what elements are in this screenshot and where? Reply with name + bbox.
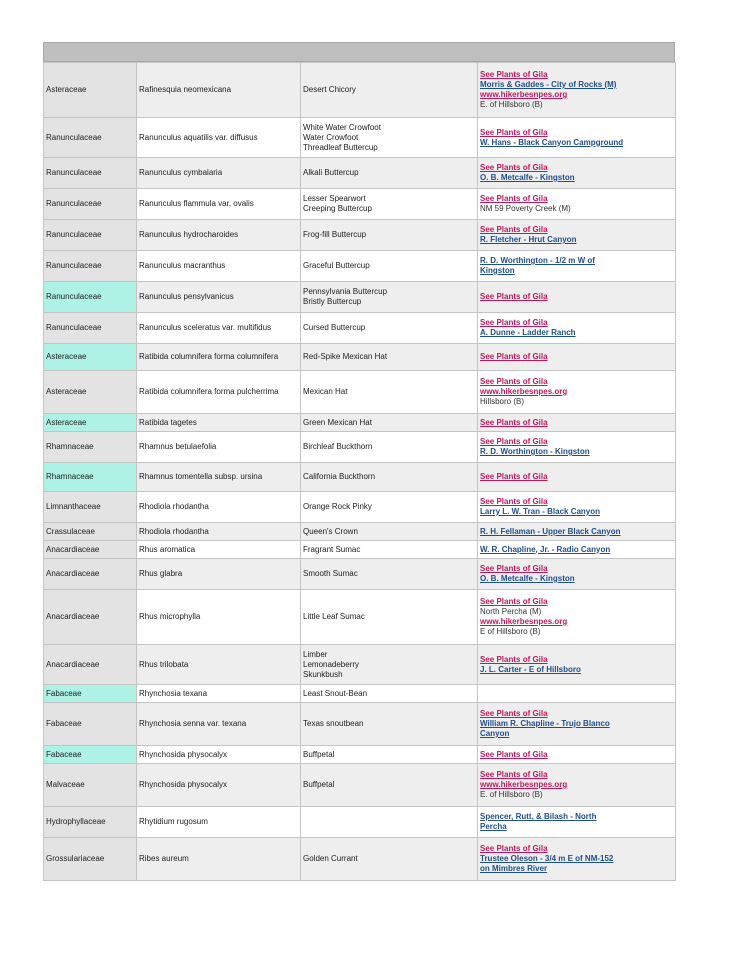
common-name-cell: [301, 414, 478, 432]
common-name-cell: [301, 251, 478, 282]
table-row: [44, 703, 676, 746]
scientific-name-cell: Ranunculus aquatilis var. diffusus: [137, 118, 301, 158]
common-name: Bristly Buttercup: [303, 297, 362, 306]
reference-cell: [478, 590, 676, 645]
common-name: Mexican Hat: [303, 387, 348, 396]
scientific-name-cell: Rhodiola rhodantha: [137, 523, 301, 541]
table-row: [44, 463, 676, 492]
common-name-cell: [301, 63, 478, 118]
family-cell: Limnanthaceae: [44, 492, 137, 523]
family-cell: Rhamnaceae: [44, 463, 137, 492]
table-row: [44, 63, 676, 118]
reference-link[interactable]: See Plants of Gila: [480, 597, 548, 606]
scientific-name-cell: Rhus microphylla: [137, 590, 301, 645]
common-name: Red-Spike Mexican Hat: [303, 352, 388, 361]
common-name-cell: [301, 463, 478, 492]
family-cell: Ranunculaceae: [44, 220, 137, 251]
reference-cell: [478, 559, 676, 590]
reference-note: E. of Hillsboro (B): [480, 100, 543, 109]
reference-link[interactable]: See Plants of Gila: [480, 437, 548, 446]
family-cell: Malvaceae: [44, 764, 137, 807]
common-name-cell: [301, 590, 478, 645]
reference-cell: [478, 158, 676, 189]
table-row: [44, 523, 676, 541]
reference-cell: [478, 746, 676, 764]
family-cell: Anacardiaceae: [44, 645, 137, 685]
common-name-cell: [301, 158, 478, 189]
reference-link[interactable]: O. B. Metcalfe - Kingston: [480, 173, 575, 182]
table-row: [44, 158, 676, 189]
reference-cell: [478, 414, 676, 432]
scientific-name-cell: Ranunculus cymbalaria: [137, 158, 301, 189]
family-cell: Asteraceae: [44, 344, 137, 371]
family-cell: Crassulaceae: [44, 523, 137, 541]
reference-note: E of Hillsboro (B): [480, 627, 541, 636]
family-cell: Ranunculaceae: [44, 251, 137, 282]
reference-cell: [478, 838, 676, 881]
family-cell: Fabaceae: [44, 703, 137, 746]
family-cell: Anacardiaceae: [44, 559, 137, 590]
scientific-name-cell: Ranunculus macranthus: [137, 251, 301, 282]
reference-link[interactable]: See Plants of Gila: [480, 292, 548, 301]
common-name-cell: [301, 371, 478, 414]
reference-cell: [478, 807, 676, 838]
common-name-cell: [301, 220, 478, 251]
table-row: [44, 807, 676, 838]
reference-link[interactable]: Morris & Gaddes - City of Rocks (M): [480, 80, 617, 89]
common-name-cell: [301, 313, 478, 344]
family-cell: Anacardiaceae: [44, 590, 137, 645]
reference-link[interactable]: W. Hans - Black Canyon Campground: [480, 137, 624, 147]
reference-link[interactable]: See Plants of Gila: [480, 417, 548, 427]
reference-link[interactable]: Percha: [480, 822, 507, 831]
common-name-cell: [301, 838, 478, 881]
common-name-cell: [301, 645, 478, 685]
common-name: Limber: [303, 649, 328, 659]
reference-link[interactable]: R. H. Fellaman - Upper Black Canyon: [480, 526, 621, 536]
reference-cell: [478, 118, 676, 158]
common-name: Threadleaf Buttercup: [303, 142, 378, 152]
plant-list-sheet: [43, 42, 675, 881]
reference-link[interactable]: See Plants of Gila: [480, 564, 548, 573]
common-name: Skunkbush: [303, 669, 343, 679]
table-row: [44, 432, 676, 463]
reference-cell: [478, 220, 676, 251]
family-cell: Ranunculaceae: [44, 158, 137, 189]
reference-link[interactable]: See Plants of Gila: [480, 844, 548, 853]
common-name-cell: [301, 282, 478, 313]
reference-link[interactable]: Larry L. W. Tran - Black Canyon: [480, 507, 601, 516]
common-name: Buffpetal: [303, 749, 335, 759]
family-cell: Fabaceae: [44, 746, 137, 764]
table-row: [44, 746, 676, 764]
scientific-name-cell: Rhynchosida physocalyx: [137, 764, 301, 807]
common-name-cell: [301, 559, 478, 590]
reference-note: North Percha (M): [480, 607, 542, 616]
reference-cell: [478, 251, 676, 282]
common-name: Pennsylvania Buttercup: [303, 287, 388, 296]
table-row: [44, 492, 676, 523]
reference-link[interactable]: www.hikerbesnpes.org: [480, 90, 568, 99]
family-cell: Grossulariaceae: [44, 838, 137, 881]
reference-link[interactable]: See Plants of Gila: [480, 127, 548, 137]
reference-cell: [478, 313, 676, 344]
reference-link[interactable]: www.hikerbesnpes.org: [480, 780, 568, 789]
scientific-name-cell: Rhus aromatica: [137, 541, 301, 559]
common-name: Lemonadeberry: [303, 659, 360, 669]
reference-note: E. of Hillsboro (B): [480, 790, 543, 799]
scientific-name-cell: Ribes aureum: [137, 838, 301, 881]
reference-note: Hillsboro (B): [480, 397, 525, 406]
table-row: [44, 313, 676, 344]
family-cell: Ranunculaceae: [44, 313, 137, 344]
table-row: [44, 118, 676, 158]
table-row: [44, 541, 676, 559]
common-name-cell: [301, 118, 478, 158]
common-name: Texas snoutbean: [303, 719, 364, 728]
scientific-name-cell: Rhynchosia texana: [137, 685, 301, 703]
plant-table-body: [44, 63, 676, 881]
reference-link[interactable]: See Plants of Gila: [480, 318, 548, 327]
reference-link[interactable]: William R. Chapline - Trujo Blanco: [480, 719, 610, 728]
reference-link[interactable]: A. Dunne - Ladder Ranch: [480, 328, 576, 337]
reference-link[interactable]: See Plants of Gila: [480, 472, 548, 481]
scientific-name-cell: Rhus trilobata: [137, 645, 301, 685]
family-cell: Asteraceae: [44, 371, 137, 414]
scientific-name-cell: Ranunculus flammula var. ovalis: [137, 189, 301, 220]
scientific-name-cell: Ratibida tagetes: [137, 414, 301, 432]
family-cell: Ranunculaceae: [44, 189, 137, 220]
family-cell: Ranunculaceae: [44, 118, 137, 158]
table-row: [44, 220, 676, 251]
common-name-cell: [301, 764, 478, 807]
common-name-cell: [301, 703, 478, 746]
reference-cell: [478, 432, 676, 463]
scientific-name-cell: Rhynchosia senna var. texana: [137, 703, 301, 746]
reference-cell: [478, 764, 676, 807]
reference-cell: [478, 189, 676, 220]
common-name: Fragrant Sumac: [303, 544, 361, 554]
scientific-name-cell: Ranunculus hydrocharoides: [137, 220, 301, 251]
table-row: [44, 685, 676, 703]
table-row: [44, 559, 676, 590]
table-row: [44, 414, 676, 432]
reference-cell: [478, 344, 676, 371]
reference-link[interactable]: See Plants of Gila: [480, 225, 548, 234]
common-name: Cursed Buttercup: [303, 323, 366, 332]
scientific-name-cell: Rhytidium rugosum: [137, 807, 301, 838]
reference-link[interactable]: See Plants of Gila: [480, 749, 548, 759]
family-cell: Fabaceae: [44, 685, 137, 703]
reference-link[interactable]: www.hikerbesnpes.org: [480, 387, 568, 396]
common-name: Graceful Buttercup: [303, 261, 370, 270]
reference-link[interactable]: J. L. Carter - E of Hillsboro: [480, 664, 581, 674]
family-cell: Hydrophyllaceae: [44, 807, 137, 838]
scientific-name-cell: Rhynchosida physocalyx: [137, 746, 301, 764]
reference-cell: [478, 523, 676, 541]
common-name-cell: [301, 807, 478, 838]
family-cell: Rhamnaceae: [44, 432, 137, 463]
scientific-name-cell: Ranunculus pensylvanicus: [137, 282, 301, 313]
scientific-name-cell: Rhodiola rhodantha: [137, 492, 301, 523]
reference-cell: [478, 492, 676, 523]
common-name: California Buckthorn: [303, 472, 376, 481]
common-name: Green Mexican Hat: [303, 417, 372, 427]
reference-cell: [478, 371, 676, 414]
reference-link[interactable]: See Plants of Gila: [480, 709, 548, 718]
family-cell: Anacardiaceae: [44, 541, 137, 559]
reference-note: NM 59 Poverty Creek (M): [480, 204, 571, 213]
table-row: [44, 282, 676, 313]
reference-cell: [478, 282, 676, 313]
common-name: Desert Chicory: [303, 85, 356, 94]
common-name: Golden Currant: [303, 854, 358, 863]
common-name: Smooth Sumac: [303, 569, 358, 578]
table-row: [44, 764, 676, 807]
common-name: Orange Rock Pinky: [303, 502, 372, 511]
common-name: Least Snout-Bean: [303, 688, 368, 698]
reference-link[interactable]: See Plants of Gila: [480, 770, 548, 779]
common-name: White Water Crowfoot: [303, 122, 381, 132]
table-header-bar: [43, 42, 675, 62]
scientific-name-cell: Rafinesquia neomexicana: [137, 63, 301, 118]
reference-cell: [478, 63, 676, 118]
reference-cell: [478, 645, 676, 685]
reference-link[interactable]: Trustee Oleson - 3/4 m E of NM-152: [480, 854, 614, 863]
reference-link[interactable]: Kingston: [480, 266, 515, 275]
table-row: [44, 645, 676, 685]
common-name-cell: [301, 432, 478, 463]
table-row: [44, 838, 676, 881]
common-name-cell: [301, 523, 478, 541]
common-name-cell: [301, 541, 478, 559]
reference-cell: [478, 541, 676, 559]
common-name: Frog-fill Buttercup: [303, 230, 367, 239]
reference-link[interactable]: Spencer, Rutt, & Bilash - North: [480, 812, 597, 821]
family-cell: Ranunculaceae: [44, 282, 137, 313]
scientific-name-cell: Rhus glabra: [137, 559, 301, 590]
scientific-name-cell: Ratibida columnifera forma columnifera: [137, 344, 301, 371]
common-name: Queen's Crown: [303, 526, 358, 536]
common-name: Birchleaf Buckthorn: [303, 442, 373, 451]
table-row: [44, 590, 676, 645]
reference-cell: [478, 703, 676, 746]
reference-link[interactable]: See Plants of Gila: [480, 194, 548, 203]
scientific-name-cell: Rhamnus betulaefolia: [137, 432, 301, 463]
scientific-name-cell: Rhamnus tomentella subsp. ursina: [137, 463, 301, 492]
reference-link[interactable]: R. Fletcher - Hrut Canyon: [480, 235, 577, 244]
reference-link[interactable]: Canyon: [480, 729, 510, 738]
common-name: Lesser Spearwort: [303, 194, 366, 203]
scientific-name-cell: Ratibida columnifera forma pulcherrima: [137, 371, 301, 414]
reference-link[interactable]: R. D. Worthington - Kingston: [480, 447, 590, 456]
table-row: [44, 371, 676, 414]
table-row: [44, 189, 676, 220]
common-name: Water Crowfoot: [303, 132, 359, 142]
family-cell: Asteraceae: [44, 414, 137, 432]
reference-link[interactable]: on Mimbres River: [480, 864, 548, 873]
plant-table: [43, 62, 676, 881]
reference-link[interactable]: See Plants of Gila: [480, 352, 548, 361]
common-name: Creeping Buttercup: [303, 204, 372, 213]
common-name-cell: [301, 344, 478, 371]
table-row: [44, 251, 676, 282]
reference-link[interactable]: O. B. Metcalfe - Kingston: [480, 574, 575, 583]
common-name-cell: [301, 685, 478, 703]
common-name-cell: [301, 746, 478, 764]
reference-link[interactable]: See Plants of Gila: [480, 163, 548, 172]
reference-link[interactable]: www.hikerbesnpes.org: [480, 617, 568, 626]
reference-link[interactable]: See Plants of Gila: [480, 377, 548, 386]
common-name-cell: [301, 492, 478, 523]
reference-link[interactable]: See Plants of Gila: [480, 654, 548, 664]
common-name: Alkali Buttercup: [303, 168, 359, 177]
table-row: [44, 344, 676, 371]
reference-cell: [478, 463, 676, 492]
common-name: Buffpetal: [303, 780, 335, 789]
common-name: Little Leaf Sumac: [303, 612, 365, 621]
reference-link[interactable]: See Plants of Gila: [480, 70, 548, 79]
reference-link[interactable]: R. D. Worthington - 1/2 m W of: [480, 256, 595, 265]
reference-link[interactable]: W. R. Chapline, Jr. - Radio Canyon: [480, 544, 611, 554]
common-name-cell: [301, 189, 478, 220]
family-cell: Asteraceae: [44, 63, 137, 118]
reference-link[interactable]: See Plants of Gila: [480, 497, 548, 506]
scientific-name-cell: Ranunculus sceleratus var. multifidus: [137, 313, 301, 344]
reference-cell: [478, 685, 676, 703]
